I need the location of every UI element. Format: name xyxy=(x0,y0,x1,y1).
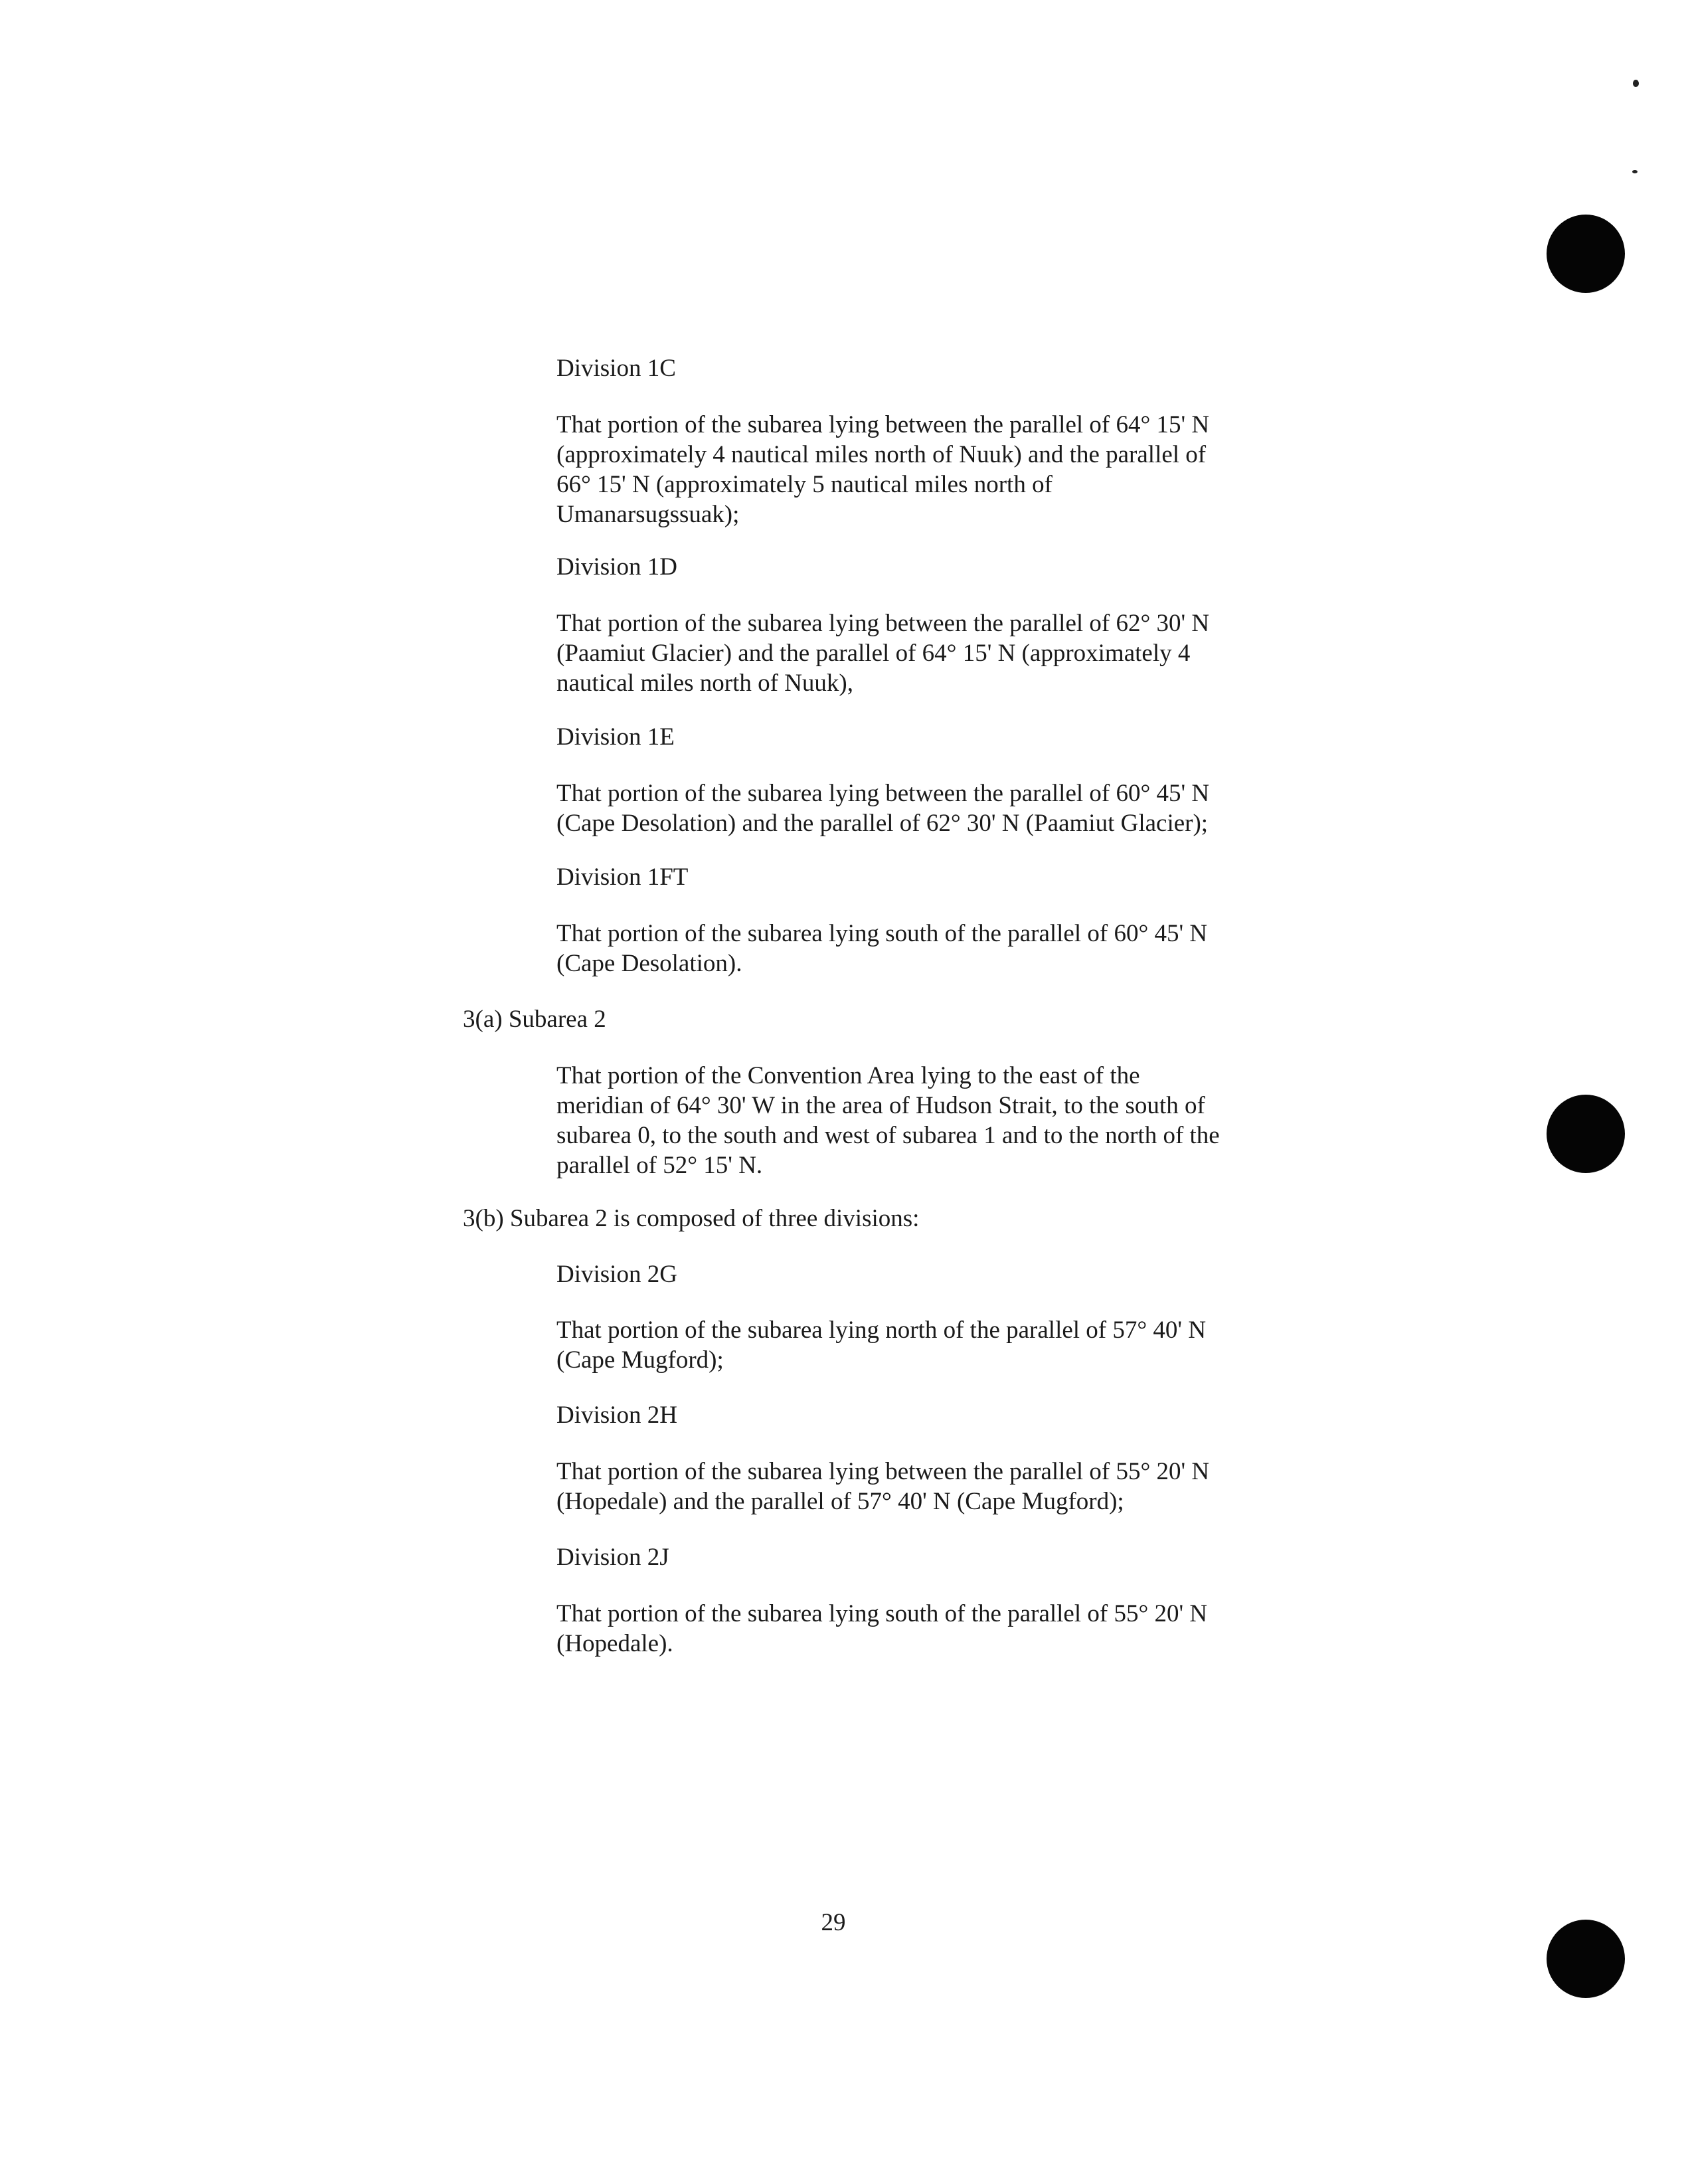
section-3a-text-line: subarea 0, to the south and west of subarea 1 and to the north of the xyxy=(556,1122,1220,1149)
division-2g-heading: Division 2G xyxy=(556,1261,677,1288)
division-1ft-text-line: (Cape Desolation). xyxy=(556,950,742,977)
division-1d-text-line: (Paamiut Glacier) and the parallel of 64° 15' N (approximately 4 xyxy=(556,640,1191,667)
division-2g-text-line: (Cape Mugford); xyxy=(556,1346,724,1374)
division-1ft-text-line: That portion of the subarea lying south of the parallel of 60° 45' N xyxy=(556,920,1208,947)
division-2j-heading: Division 2J xyxy=(556,1544,669,1571)
section-3a-text-line: That portion of the Convention Area lying to the east of the xyxy=(556,1062,1140,1089)
division-1c-text-line: (approximately 4 nautical miles north of Nuuk) and the parallel of xyxy=(556,441,1207,468)
page-number: 29 xyxy=(821,1909,846,1936)
division-1c-text-line: 66° 15' N (approximately 5 nautical miles north of xyxy=(556,471,1053,498)
division-1c-text-line: That portion of the subarea lying between the parallel of 64° 15' N xyxy=(556,411,1210,438)
division-1d-heading: Division 1D xyxy=(556,553,677,581)
division-2g-text-line: That portion of the subarea lying north of the parallel of 57° 40' N xyxy=(556,1317,1207,1344)
division-1d-text-line: That portion of the subarea lying between the parallel of 62° 30' N xyxy=(556,610,1210,637)
division-2h-text-line: (Hopedale) and the parallel of 57° 40' N (Cape Mugford); xyxy=(556,1488,1124,1515)
division-1ft-heading: Division 1FT xyxy=(556,864,689,891)
division-1e-text-line: (Cape Desolation) and the parallel of 62° 30' N (Paamiut Glacier); xyxy=(556,810,1209,837)
scan-speck-icon xyxy=(1632,170,1638,173)
division-1e-heading: Division 1E xyxy=(556,723,675,751)
punch-hole-icon xyxy=(1547,1920,1625,1998)
division-2h-heading: Division 2H xyxy=(556,1402,677,1429)
section-3a-text-line: meridian of 64° 30' W in the area of Hudson Strait, to the south of xyxy=(556,1092,1205,1119)
section-3a-text-line: parallel of 52° 15' N. xyxy=(556,1152,763,1179)
division-2h-text-line: That portion of the subarea lying between the parallel of 55° 20' N xyxy=(556,1458,1210,1485)
division-1c-text-line: Umanarsugssuak); xyxy=(556,501,740,528)
division-2j-text-line: (Hopedale). xyxy=(556,1630,673,1657)
section-3b-heading: 3(b) Subarea 2 is composed of three divisions: xyxy=(463,1205,920,1232)
division-1e-text-line: That portion of the subarea lying between the parallel of 60° 45' N xyxy=(556,780,1210,807)
division-1d-text-line: nautical miles north of Nuuk), xyxy=(556,670,853,697)
punch-hole-icon xyxy=(1547,1095,1625,1173)
section-3a-heading: 3(a) Subarea 2 xyxy=(463,1006,606,1033)
punch-hole-icon xyxy=(1547,215,1625,293)
scan-speck-icon xyxy=(1633,80,1639,87)
division-2j-text-line: That portion of the subarea lying south of the parallel of 55° 20' N xyxy=(556,1600,1208,1627)
division-1c-heading: Division 1C xyxy=(556,355,676,382)
